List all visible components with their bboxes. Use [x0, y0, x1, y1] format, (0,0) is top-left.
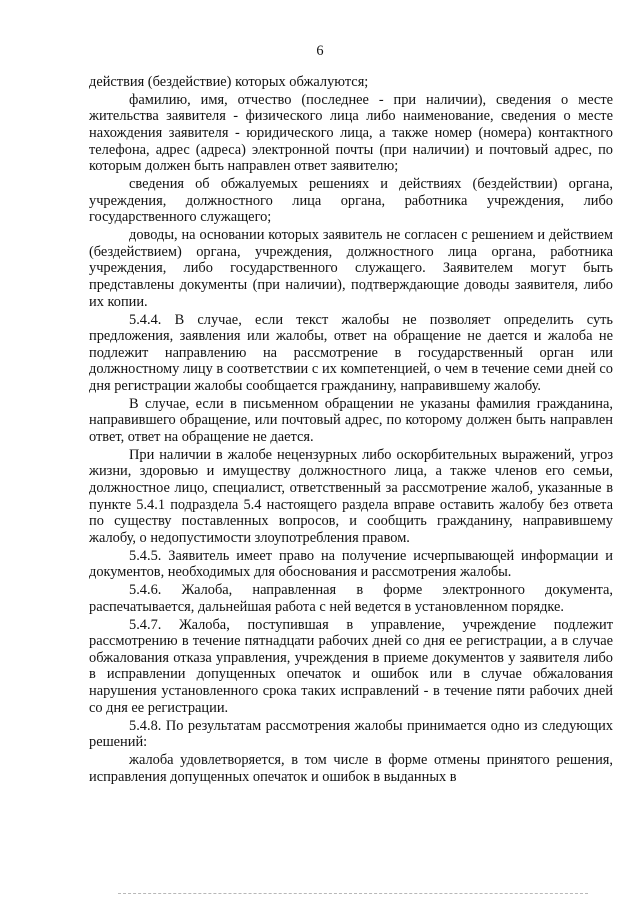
paragraph-complaint-satisfied: жалоба удовлетворяется, в том числе в форме отмены принятого решения, исправления допущенных опечаток и ошибок в выданных в	[89, 752, 613, 785]
paragraph-offensive-language: При наличии в жалобе нецензурных либо оскорбительных выражений, угроз жизни, здоровью и имуществу должностного лица, а также членов его семьи, должностное лицо, специалист, ответственный за рассмотрение жалоб, указанные в пункте 5.4.1 подраздела 5.4 настоящего раздела вправе оставить жалобу без ответа по существу поставленных вопросов, и сообщить гражданину, направившему жалобу, о недопустимости злоупотребления правом.	[89, 446, 613, 546]
paragraph-applicant-details: фамилию, имя, отчество (последнее - при наличии), сведения о месте жительства заявителя - физического лица либо наименование, сведения о месте нахождения заявителя - юридического лица, а также номер (номера) контактного телефона, адрес (адреса) электронной почты (при наличии) и почтовый адрес, по которым должен быть направлен ответ заявителю;	[89, 91, 613, 175]
paragraph-5-4-7: 5.4.7. Жалоба, поступившая в управление, учреждение подлежит рассмотрению в течение пятнадцати рабочих дней со дня ее регистрации, а в случае обжалования отказа управления, учреждения в приеме документов у заявителя либо в исправлении допущенных опечаток и ошибок или в случае обжалования нарушения установленного срока таких исправлений - в течение пяти рабочих дней со дня ее регистрации.	[89, 616, 613, 716]
paragraph-appealed-decisions: сведения об обжалуемых решениях и действиях (бездействии) органа, учреждения, должностного лица органа, работника учреждения, либо государственного служащего;	[89, 176, 613, 226]
document-body	[89, 74, 613, 785]
paragraph-no-name: В случае, если в письменном обращении не указаны фамилия гражданина, направившего обращение, или почтовый адрес, по которому должен быть направлен ответ, ответ на обращение не дается.	[89, 395, 613, 445]
paragraph-5-4-5: 5.4.5. Заявитель имеет право на получение исчерпывающей информации и документов, необходимых для обоснования и рассмотрения жалобы.	[89, 547, 613, 581]
paragraph-arguments: доводы, на основании которых заявитель не согласен с решением и действием (бездействием) органа, учреждения, должностного лица органа, работника учреждения, либо государственного служащего. Заявителем могут быть представлены документы (при наличии), подтверждающие доводы заявителя, либо их копии.	[89, 227, 613, 310]
paragraph-5-4-6: 5.4.6. Жалоба, направленная в форме электронного документа, распечатывается, дальнейшая работа с ней ведется в установленном порядке.	[89, 582, 613, 615]
page-number: 6	[316, 43, 324, 59]
paragraph-5-4-8: 5.4.8. По результатам рассмотрения жалобы принимается одно из следующих решений:	[89, 717, 613, 751]
paragraph-intro: действия (бездействие) которых обжалуются;	[89, 74, 369, 90]
paragraph-5-4-4: 5.4.4. В случае, если текст жалобы не позволяет определить суть предложения, заявления или жалобы, ответ на обращение не дается и жалоба не подлежит направлению на рассмотрение в государственный орган или должностному лицу в соответствии с их компетенцией, о чем в течение семи дней со дня регистрации жалобы сообщается гражданину, направившему жалобу.	[89, 311, 613, 394]
scan-edge-artifact	[118, 893, 588, 894]
